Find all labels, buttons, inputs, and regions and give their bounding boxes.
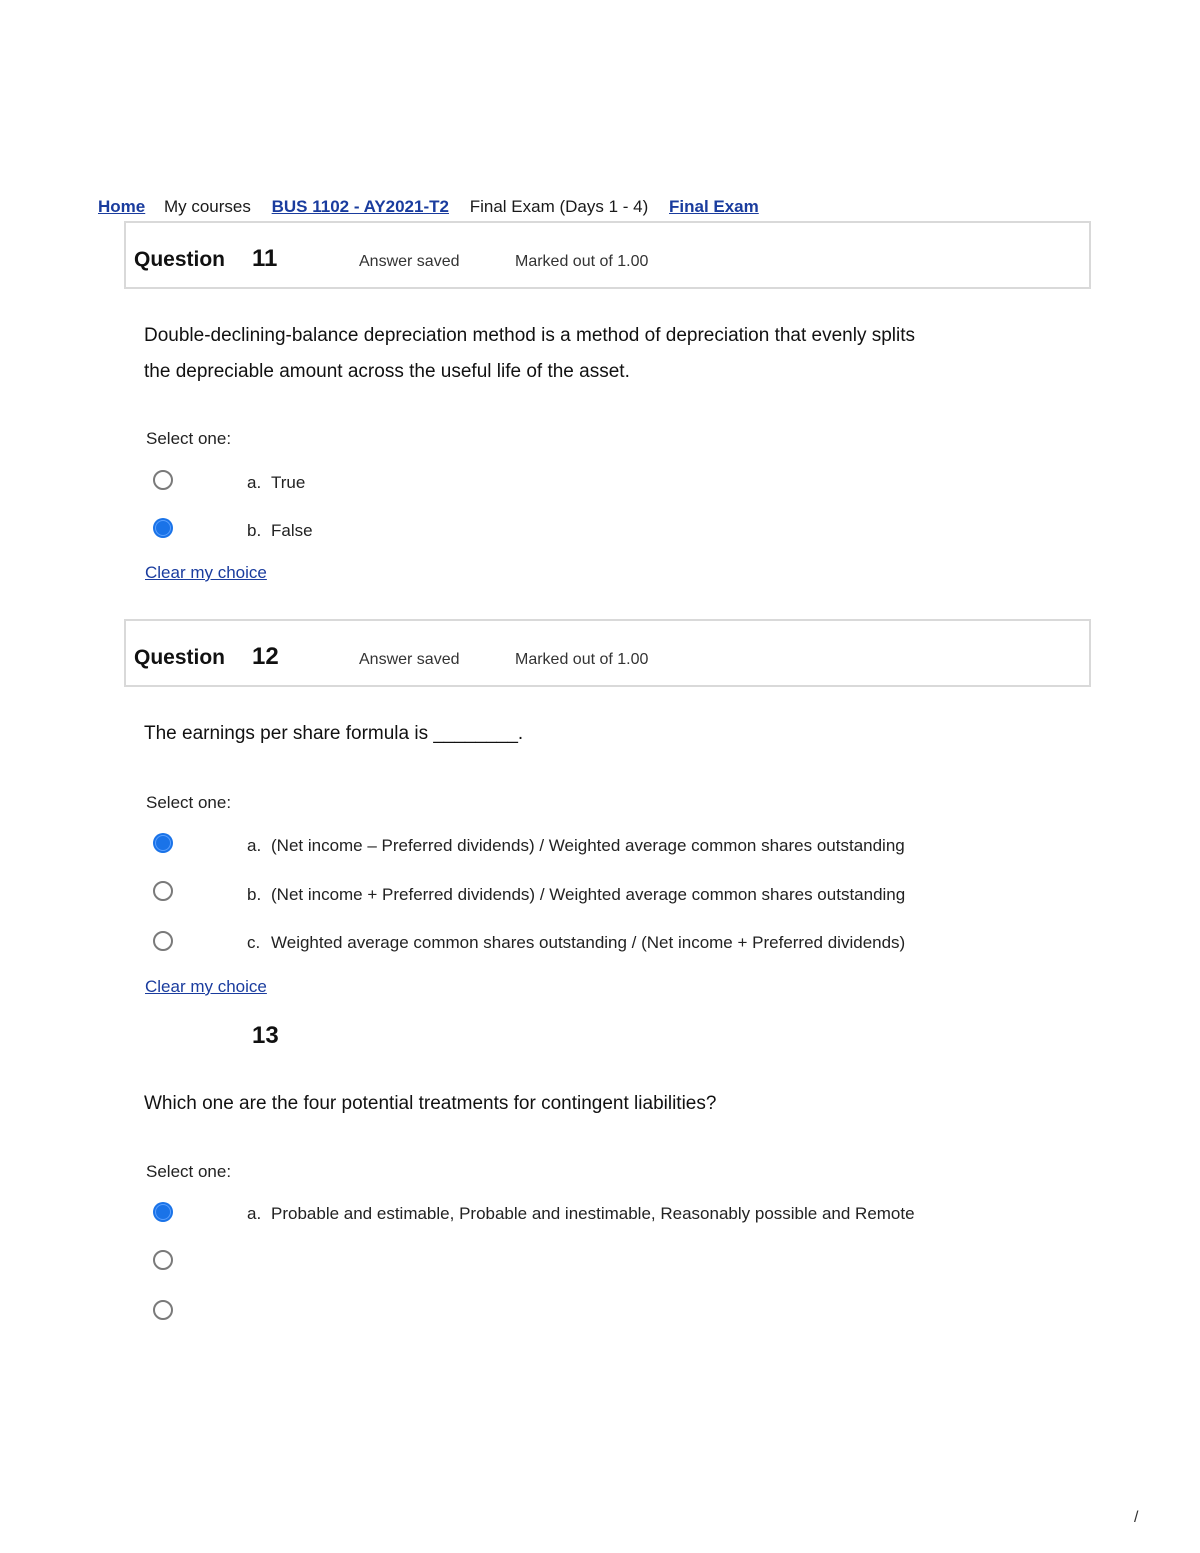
question-text-line: Double-declining-balance depreciation method is a method of depreciation that evenly splits	[144, 325, 916, 346]
breadcrumb-home-link[interactable]: Home	[98, 197, 146, 216]
clear-choice-link[interactable]: Clear my choice	[145, 563, 267, 582]
question-label: Question	[134, 646, 226, 669]
select-one-label: Select one:	[146, 793, 232, 812]
option-letter: b.	[247, 885, 262, 904]
question-12-text: The earnings per share formula is ________.	[144, 723, 524, 744]
radio-q11-a[interactable]	[153, 470, 173, 490]
question-12-header	[124, 619, 1091, 687]
option-letter: b.	[247, 521, 262, 540]
option-letter: a.	[247, 1204, 262, 1223]
breadcrumb-my-courses: My courses	[163, 197, 251, 216]
radio-q13-c[interactable]	[153, 1300, 173, 1320]
question-label: Question	[134, 248, 226, 271]
answer-state: Answer saved	[359, 253, 460, 270]
answer-state: Answer saved	[359, 651, 460, 668]
question-number: 13	[252, 1022, 279, 1049]
option-letter: c.	[247, 933, 261, 952]
question-number: 11	[252, 245, 278, 272]
radio-q13-a[interactable]	[153, 1202, 173, 1222]
clear-choice-link[interactable]: Clear my choice	[145, 977, 267, 996]
select-one-label: Select one:	[146, 429, 232, 448]
option-text[interactable]: Weighted average common shares outstanding / (Net income + Preferred dividends)	[271, 933, 906, 952]
option-text[interactable]: (Net income – Preferred dividends) / Weighted average common shares outstanding	[271, 836, 905, 855]
select-one-label: Select one:	[146, 1162, 232, 1181]
page-marker: /	[1134, 1509, 1139, 1526]
question-11-text	[144, 318, 915, 390]
question-11-header	[124, 221, 1091, 289]
breadcrumb-quiz-link[interactable]: Final Exam	[669, 197, 759, 216]
radio-q12-c[interactable]	[153, 931, 173, 951]
option-text[interactable]: False	[271, 521, 313, 540]
question-number: 12	[252, 643, 279, 670]
radio-q13-b[interactable]	[153, 1250, 173, 1270]
question-13-text: Which one are the four potential treatments for contingent liabilities?	[144, 1093, 717, 1114]
question-mark: Marked out of 1.00	[515, 651, 649, 668]
option-text[interactable]: Probable and estimable, Probable and inestimable, Reasonably possible and Remote	[271, 1204, 915, 1223]
breadcrumb-section: Final Exam (Days 1 - 4)	[469, 197, 649, 216]
option-letter: a.	[247, 473, 262, 492]
option-letter: a.	[247, 836, 262, 855]
question-text-line: the depreciable amount across the useful life of the asset.	[144, 361, 630, 382]
question-mark: Marked out of 1.00	[515, 253, 649, 270]
radio-q11-b[interactable]	[153, 518, 173, 538]
breadcrumb-course-link[interactable]: BUS 1102 - AY2021-T2	[271, 197, 449, 216]
option-text[interactable]: (Net income + Preferred dividends) / Weighted average common shares outstanding	[271, 885, 906, 904]
radio-q12-b[interactable]	[153, 881, 173, 901]
radio-q12-a[interactable]	[153, 833, 173, 853]
breadcrumb	[98, 196, 759, 218]
option-text[interactable]: True	[271, 473, 306, 492]
